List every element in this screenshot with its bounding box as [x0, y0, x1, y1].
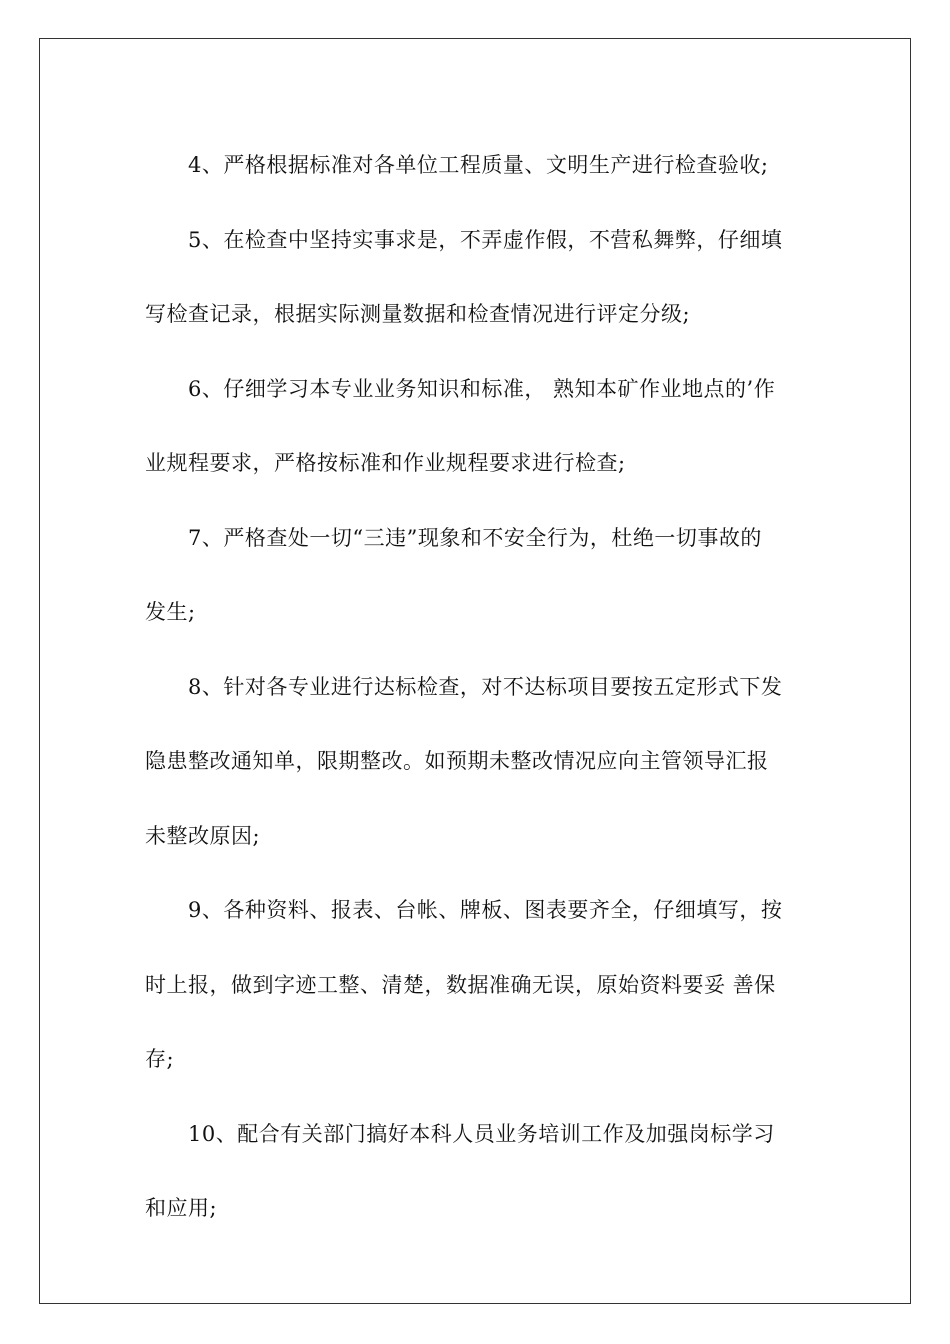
paragraph-item-8 [145, 650, 810, 874]
paragraph-line: 4、严格根据标准对各单位工程质量、文明生产进行检查验收; [188, 153, 769, 177]
paragraph-line: 5、在检查中坚持实事求是，不弄虚作假，不营私舞弊，仔细填 [188, 227, 783, 252]
paragraph-line: 9、各种资料、报表、台帐、牌板、图表要齐全，仔细填写，按 [188, 898, 783, 922]
paragraph-line: 业规程要求，严格按标准和作业规程要求进行检查; [145, 451, 626, 475]
paragraph-line: 和应用; [145, 1196, 218, 1220]
paragraph-line: 6、仔细学习本专业业务知识和标准， 熟知本矿作业地点的’作 [188, 376, 776, 401]
paragraph-line: 写检查记录，根据实际测量数据和检查情况进行评定分级; [145, 302, 691, 326]
document-body [145, 128, 810, 1246]
paragraph-line: 发生; [145, 600, 196, 624]
paragraph-item-7 [145, 501, 810, 650]
paragraph-line: 存; [145, 1047, 175, 1071]
paragraph-item-9 [145, 873, 810, 1097]
paragraph-item-6 [145, 352, 810, 501]
paragraph-line: 7、严格查处一切“三违”现象和不安全行为，杜绝一切事故的 [188, 525, 762, 550]
paragraph-item-4 [145, 128, 810, 203]
paragraph-item-5 [145, 203, 810, 352]
paragraph-line: 时上报，做到字迹工整、清楚，数据准确无误，原始资料要妥 善保 [145, 972, 776, 997]
paragraph-line: 隐患整改通知单，限期整改。如预期未整改情况应向主管领导汇报 [145, 749, 769, 773]
paragraph-line: 10、配合有关部门搞好本科人员业务培训工作及加强岗标学习 [188, 1121, 775, 1146]
paragraph-line: 未整改原因; [145, 823, 261, 848]
paragraph-line: 8、针对各专业进行达标检查，对不达标项目要按五定形式下发 [188, 674, 783, 699]
paragraph-item-10 [145, 1097, 810, 1246]
